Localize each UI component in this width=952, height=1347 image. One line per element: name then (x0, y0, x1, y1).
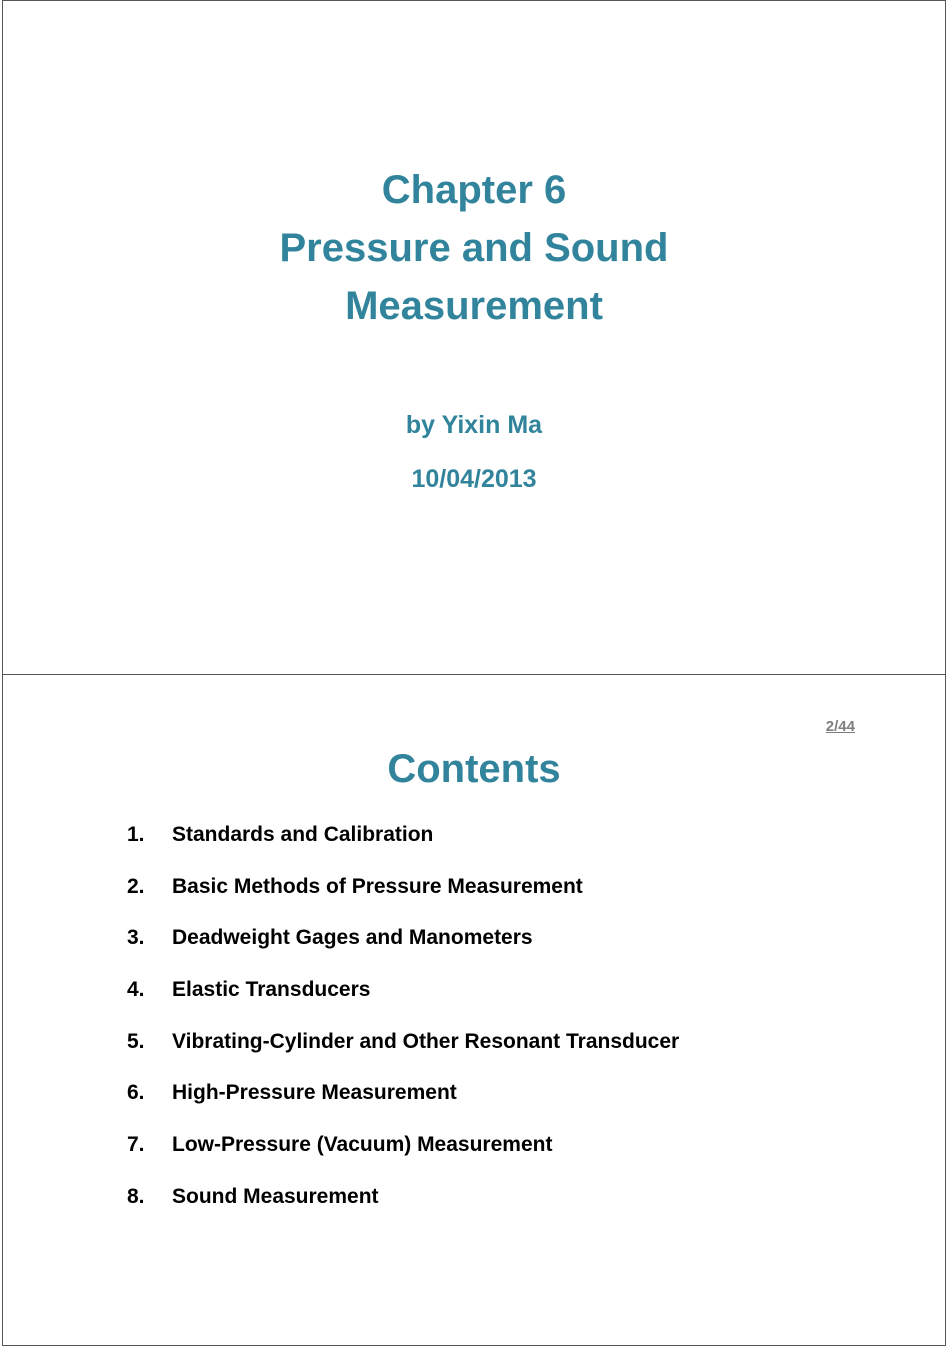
list-item-text: Sound Measurement (172, 1184, 379, 1208)
list-item (127, 1133, 679, 1185)
title-line-2: Pressure and Sound (279, 226, 669, 270)
list-item-number: 5. (127, 1029, 145, 1053)
list-item-number: 1. (127, 823, 145, 846)
list-item (127, 875, 679, 927)
list-item-text: Deadweight Gages and Manometers (172, 926, 533, 950)
list-item-number: 3. (127, 926, 145, 950)
author-line: by Yixin Ma (405, 411, 543, 439)
title-line-1: Chapter 6 (381, 168, 567, 212)
contents-slide (2, 674, 946, 1346)
list-item (127, 1030, 679, 1082)
list-item (127, 1185, 679, 1237)
list-item-text: Standards and Calibration (172, 823, 434, 846)
list-item-text: Low-Pressure (Vacuum) Measurement (172, 1133, 553, 1157)
contents-list (127, 823, 679, 1237)
list-item-number: 8. (127, 1184, 145, 1208)
list-item-number: 2. (127, 874, 145, 898)
page-number: 2/44 (825, 718, 855, 735)
date-line: 10/04/2013 (411, 465, 537, 493)
title-slide (2, 0, 946, 675)
list-item (127, 1081, 679, 1133)
list-item (127, 823, 679, 875)
contents-title: Contents (387, 747, 561, 791)
title-line-3: Measurement (345, 284, 603, 328)
list-item (127, 926, 679, 978)
list-item-text: Vibrating-Cylinder and Other Resonant Transducer (172, 1029, 680, 1053)
list-item-number: 6. (127, 1081, 145, 1105)
list-item-text: Elastic Transducers (172, 978, 371, 1002)
list-item-text: Basic Methods of Pressure Measurement (172, 874, 583, 898)
list-item-number: 4. (127, 978, 145, 1002)
list-item-number: 7. (127, 1133, 145, 1157)
slide-title (3, 161, 945, 335)
list-item-text: High-Pressure Measurement (172, 1081, 457, 1105)
list-item (127, 978, 679, 1030)
